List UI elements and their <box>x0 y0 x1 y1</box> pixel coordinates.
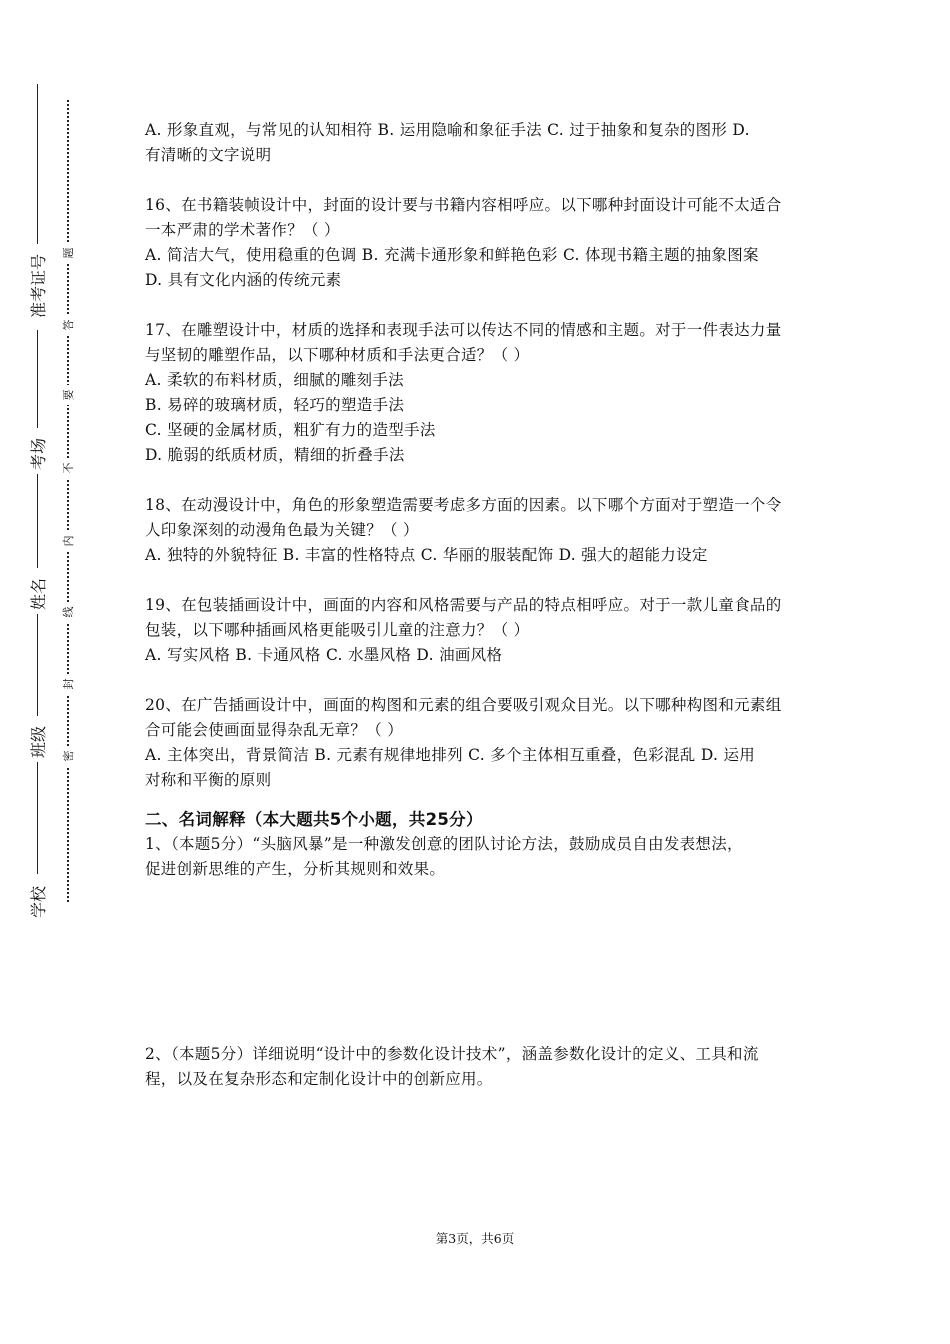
option-line: A. 主体突出，背景简洁 B. 元素有规律地排列 C. 多个主体相互重叠，色彩混乱 D. 运用 <box>145 746 756 764</box>
question-stem: 包装，以下哪种插画风格更能吸引儿童的注意力？（ ） <box>145 621 530 639</box>
seal-char: 不 <box>58 458 78 478</box>
question-stem: 促进创新思维的产生，分析其规则和效果。 <box>145 860 446 878</box>
question-stem: 一本严肃的学术著作？（ ） <box>145 221 340 239</box>
term-question-1 <box>145 832 810 882</box>
seal-char: 要 <box>58 385 78 405</box>
seal-char: 封 <box>58 674 78 694</box>
page-number: 第3页，共6页 <box>435 1231 515 1246</box>
question-15-options <box>145 118 810 168</box>
exam-number-label: 准考证号 <box>28 253 48 318</box>
exam-number-fill-line <box>37 84 38 244</box>
question-18 <box>145 493 810 568</box>
class-fill-line <box>37 614 38 716</box>
seal-char: 答 <box>58 315 78 335</box>
option-c: C. 坚硬的金属材质，粗犷有力的造型手法 <box>145 421 436 439</box>
question-stem: 人印象深刻的动漫角色最为关键？（ ） <box>145 521 419 539</box>
option-line: 有清晰的文字说明 <box>145 146 272 164</box>
exam-room-label: 考场 <box>28 438 48 471</box>
question-stem: 20、在广告插画设计中，画面的构图和元素的组合要吸引观众目光。以下哪种构图和元素组 <box>145 696 782 714</box>
exam-room-fill-line <box>37 330 38 428</box>
school-label: 学校 <box>28 886 48 919</box>
seal-char: 内 <box>58 531 78 551</box>
school-fill-line <box>37 762 38 874</box>
section-2-title: 二、名词解释（本大题共5个小题，共25分） <box>145 810 483 829</box>
question-stem: 1、（本题5分）“头脑风暴”是一种激发创意的团队讨论方法，鼓励成员自由发表想法， <box>145 835 743 853</box>
question-stem: 17、在雕塑设计中，材质的选择和表现手法可以传达不同的情感和主题。对于一件表达力量 <box>145 321 782 339</box>
seal-char: 密 <box>58 746 78 766</box>
option-line: A. 写实风格 B. 卡通风格 C. 水墨风格 D. 油画风格 <box>145 646 503 664</box>
question-19 <box>145 593 810 668</box>
seal-char: 题 <box>58 243 78 263</box>
class-label: 班级 <box>28 726 48 759</box>
option-b: B. 易碎的玻璃材质，轻巧的塑造手法 <box>145 396 405 414</box>
question-stem: 程，以及在复杂形态和定制化设计中的创新应用。 <box>145 1070 493 1088</box>
option-line: A. 形象直观，与常见的认知相符 B. 运用隐喻和象征手法 C. 过于抽象和复杂的图形 D. <box>145 121 750 139</box>
option-line: A. 简洁大气，使用稳重的色调 B. 充满卡通形象和鲜艳色彩 C. 体现书籍主题的抽象图案 <box>145 246 759 264</box>
binding-margin <box>0 0 75 1344</box>
question-stem: 合可能会使画面显得杂乱无章？（ ） <box>145 721 404 739</box>
option-a: A. 柔软的布料材质，细腻的雕刻手法 <box>145 371 404 389</box>
question-stem: 与坚韧的雕塑作品，以下哪种材质和手法更合适？（ ） <box>145 346 530 364</box>
name-label: 姓名 <box>28 578 48 611</box>
term-question-2 <box>145 1042 810 1092</box>
question-16 <box>145 193 810 293</box>
option-d: D. 脆弱的纸质材质，精细的折叠手法 <box>145 446 405 464</box>
seal-char: 线 <box>58 602 78 622</box>
option-line: D. 具有文化内涵的传统元素 <box>145 271 342 289</box>
option-line: A. 独特的外貌特征 B. 丰富的性格特点 C. 华丽的服装配饰 D. 强大的超能力设定 <box>145 546 708 564</box>
question-stem: 19、在包装插画设计中，画面的内容和风格需要与产品的特点相呼应。对于一款儿童食品的 <box>145 596 782 614</box>
option-line: 对称和平衡的原则 <box>145 771 272 789</box>
question-stem: 18、在动漫设计中，角色的形象塑造需要考虑多方面的因素。以下哪个方面对于塑造一个令 <box>145 496 782 514</box>
seal-dotted-line <box>67 100 69 902</box>
question-stem: 2、（本题5分）详细说明“设计中的参数化设计技术”，涵盖参数化设计的定义、工具和流 <box>145 1045 759 1063</box>
question-stem: 16、在书籍装帧设计中，封面的设计要与书籍内容相呼应。以下哪种封面设计可能不太适合 <box>145 196 782 214</box>
name-fill-line <box>37 474 38 568</box>
exam-content <box>145 118 810 1092</box>
answer-space[interactable] <box>145 882 810 1042</box>
question-17 <box>145 318 810 468</box>
question-20 <box>145 693 810 793</box>
